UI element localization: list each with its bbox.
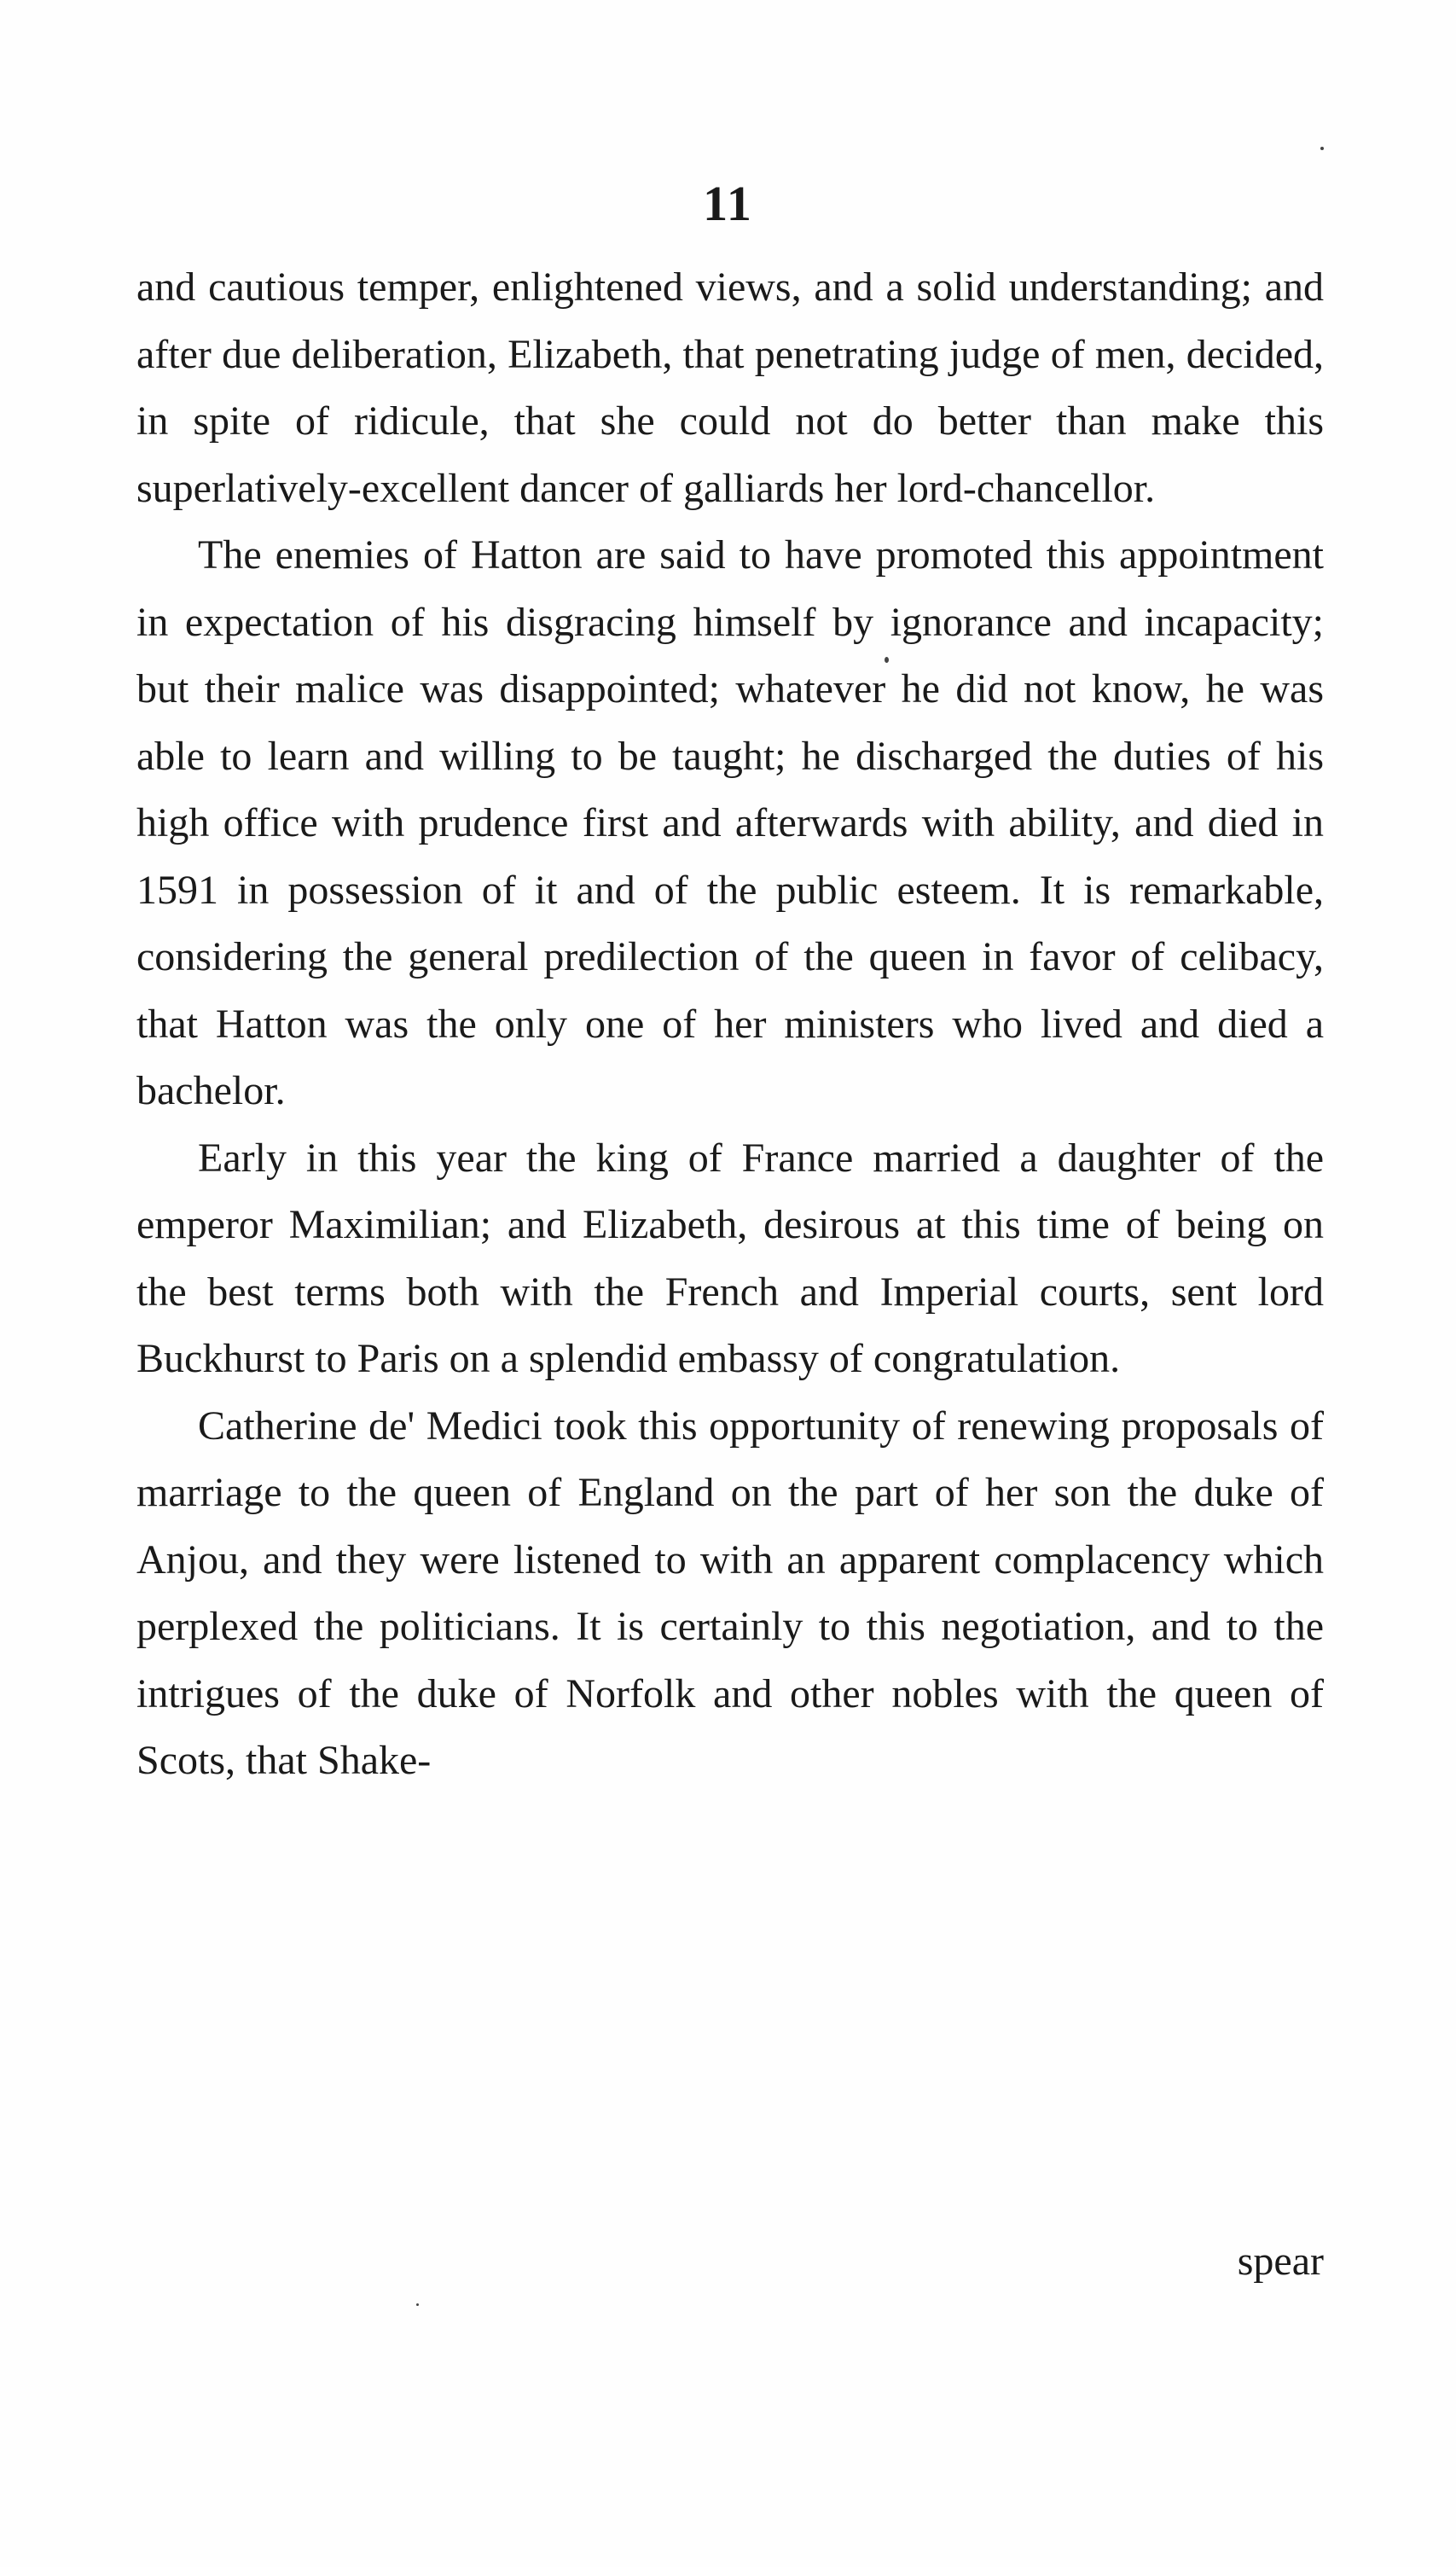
body-text xyxy=(136,254,1324,1795)
paragraph-continued: and cautious temper, enlightened views, and a solid understanding; and after due deliberation, Elizabeth, that penetrating judge of men, decided, in spite of ridicule, that she could not do better than make this superlatively-excellent dancer of galliards her lord-chancellor. xyxy=(136,264,1324,511)
page-number: 11 xyxy=(703,176,753,231)
paragraph-france-marriage: Early in this year the king of France married a daughter of the emperor Maximilian; and Elizabeth, desirous at this time of being on the best terms both with the French and Imperial courts, sent lord Buckhurst to Paris on a splendid embassy of congratulation. xyxy=(136,1135,1324,1381)
paper-speck xyxy=(416,2303,419,2306)
paper-speck xyxy=(1320,147,1324,150)
paragraph-hatton: The enemies of Hatton are said to have promoted this appointment in expectation of his disgracing himself by ignorance and incapacity; but their malice was disappointed; whatever he did not know, he was able to learn and willing to be taught; he discharged the duties of his high office with prudence first and afterwards with ability, and died in 1591 in possession of it and of the public esteem. It is remarkable, considering the general predilection of the queen in favor of celibacy, that Hatton was the only one of her ministers who lived and died a bachelor. xyxy=(136,532,1324,1113)
catchword: spear xyxy=(1237,2239,1324,2284)
paragraph-catherine-medici: Catherine de' Medici took this opportunity of renewing proposals of marriage to the queen of England on the part of her son the duke of Anjou, and they were listened to with an apparent complacency which perplexed the politicians. It is certainly to this negotiation, and to the intrigues of the duke of Norfolk and other nobles with the queen of Scots, that Shake- xyxy=(136,1403,1324,1783)
